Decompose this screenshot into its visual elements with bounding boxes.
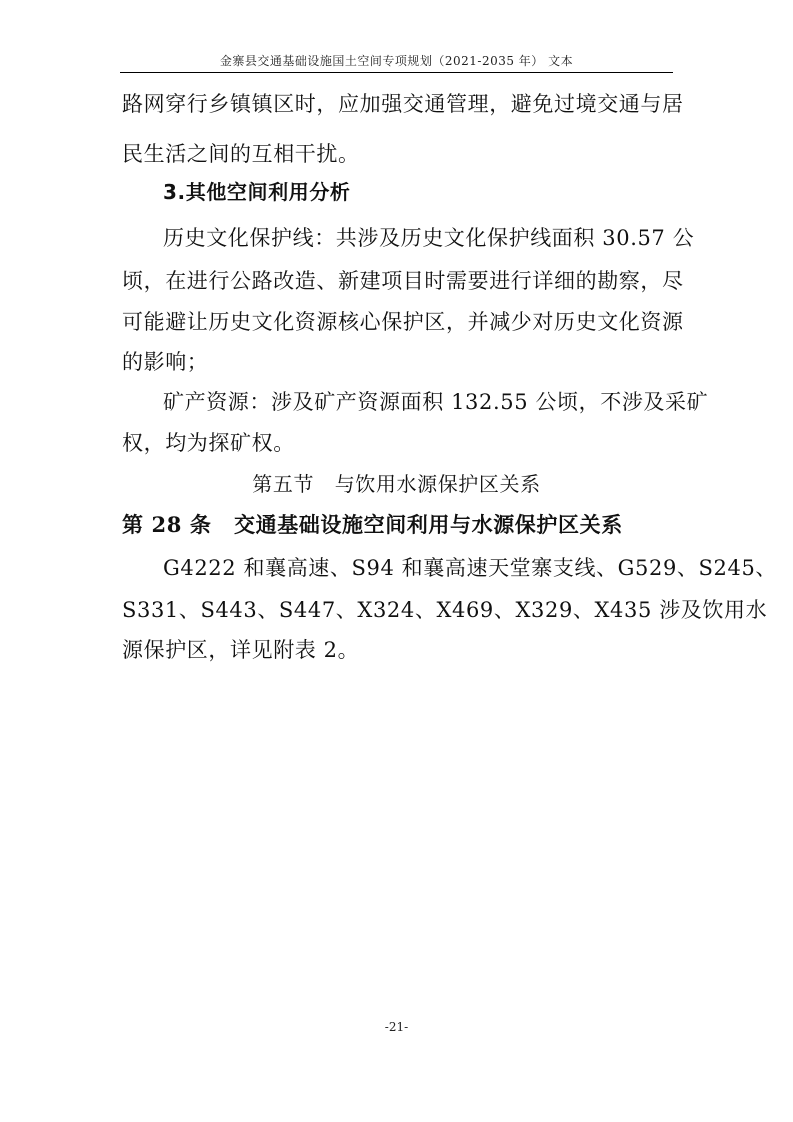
- paragraph-line: 路网穿行乡镇镇区时，应加强交通管理，避免过境交通与居: [122, 92, 684, 116]
- page-number: -21-: [384, 1020, 409, 1034]
- paragraph-line: 可能避让历史文化资源核心保护区，并减少对历史文化资源: [122, 310, 684, 334]
- article-heading: [122, 513, 682, 537]
- paragraph-line: 权，均为探矿权。: [122, 431, 295, 455]
- section-title: 第五节 与饮用水源保护区关系: [252, 472, 541, 496]
- header-rule: [120, 72, 673, 73]
- running-header: 金寨县交通基础设施国土空间专项规划（2021-2035 年） 文本: [219, 54, 574, 68]
- paragraph-line: S331、S443、S447、X324、X469、X329、X435 涉及饮用水: [122, 598, 768, 622]
- article-number: 第 28 条: [122, 512, 212, 537]
- paragraph-line: 历史文化保护线：共涉及历史文化保护线面积 30.57 公: [163, 226, 695, 250]
- paragraph-line: 源保护区，详见附表 2。: [122, 638, 360, 662]
- paragraph-line: 顷，在进行公路改造、新建项目时需要进行详细的勘察，尽: [122, 269, 684, 293]
- paragraph-line: 的影响；: [122, 350, 209, 374]
- subheading-other-space-use: 3.其他空间利用分析: [163, 180, 351, 204]
- paragraph-line: G4222 和襄高速、S94 和襄高速天堂寨支线、G529、S245、: [163, 556, 778, 580]
- paragraph-line: 矿产资源：涉及矿产资源面积 132.55 公顷，不涉及采矿: [163, 390, 709, 414]
- article-title: 交通基础设施空间利用与水源保护区关系: [234, 512, 623, 537]
- paragraph-line: 民生活之间的互相干扰。: [122, 142, 360, 166]
